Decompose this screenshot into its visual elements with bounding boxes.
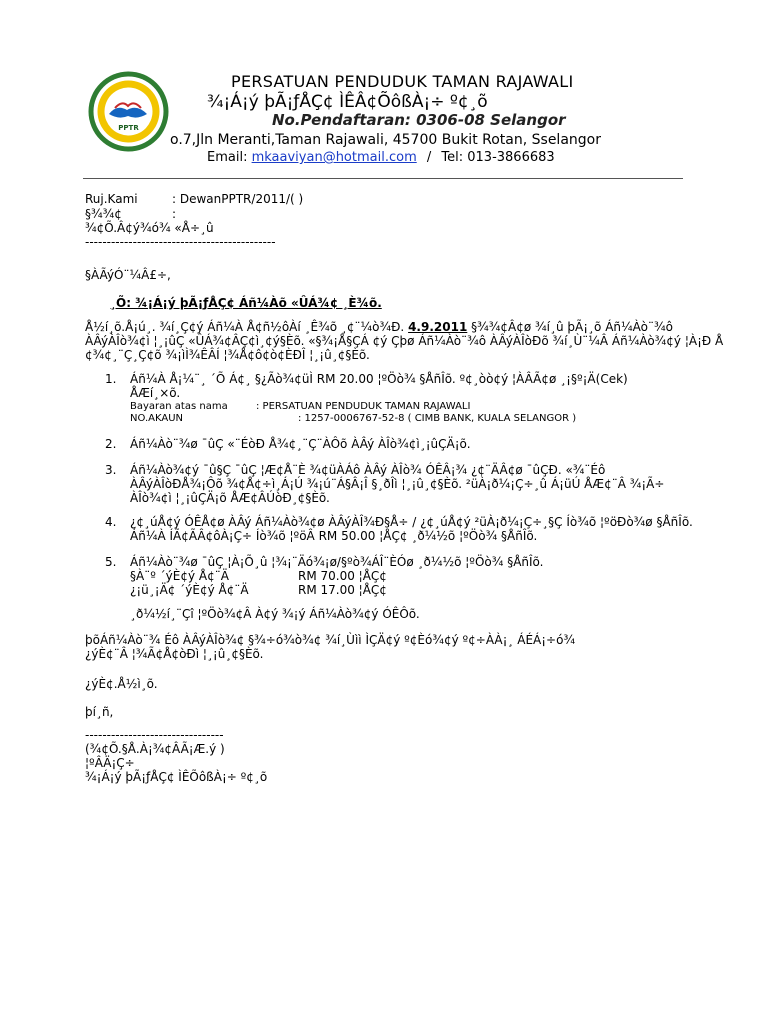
item-3-line3: ÀÎò¾¢ì ¦¸¡ûÇÄ¡õ ÅÆ¢ÂÚòÐ¸¢§Èõ. [130,491,330,505]
item-2-line1: Áñ¼Àò¨¾ø ¯ûÇ «¨ÉòÐ Å¾¢¸¨Ç¨ÀÔõ ÀÂý ÀÎò¾¢ì¸¡ûÇÄ¡õ. [130,437,471,451]
item-4-number: 4. [105,515,117,529]
para2-line2: ¿ýÈ¢¨Â ¦¾Ã¢Å¢òÐì ¦¸¡û¸¢§Èõ. [85,647,264,661]
email-label: Email: [207,150,248,165]
bank-name-label: Bayaran atas nama [130,401,228,412]
signatory-org: ¾¡Á¡ý þÃ¡ƒÅÇ¢ ÌÊÕôßÀ¡÷ º¢¸õ [85,770,268,784]
para1-line1 [85,320,673,334]
telephone: Tel: 013-3866683 [441,150,555,165]
item-1-line2: ÅÆí¸×õ. [130,386,181,400]
para1-line2: ÀÂýÀÎò¾¢ì ¦¸¡ûÇ «ÛÁ¾¢ÂÇ¢ì¸¢ý§Èõ. «§¾¡Å§ÇÁ ¢ý Çþø Áñ¼Àò¨¾ô ÀÂýÀÎòÐõ ¾í¸Ù¨¼Â Áñ¼Àò¾¢ý ¦À¡Ð Å [85,334,724,348]
bank-name-value: : PERSATUAN PENDUDUK TAMAN RAJAWALI [256,401,471,412]
fee-2-label: ¿¡ü¸¡Ä¢ ´ýÈ¢ý Å¢¨Ä [130,583,249,597]
item-3-line2: ÀÂýÀÎòÐÅ¾¡Ôõ ¾¢Å¢÷ì¸Á¡Ú ¾¡ú¨Á§Â¡Î §¸ðÎì ¦¸¡û¸¢§Èõ. ²üÀ¡ð¼¡Ç÷¸û Á¡üÚ ÅÆ¢¨Â ¾¡Ã÷ [130,477,665,491]
ref-line-2-value: : [172,207,177,221]
para1-date: 4.9.2011 [408,320,468,334]
ref-line-3: ¾¢Õ.Â¢ý¾ó¾ «Å÷¸û [85,221,214,235]
closing-thanks: ¿ýÈ¢.Å½ì¸õ. [85,677,158,691]
registration-number: No.Pendaftaran: 0306-08 Selangor [272,111,566,129]
address: o.7,Jln Meranti,Taman Rajawali, 45700 Bukit Rotan, Sselangor [170,132,601,148]
item-5-line1: Áñ¼Àò¨¾ø ¯ûÇ ¦À¡Õ¸û ¦¾¡¨Äó¾¡ø/§ºò¾ÁÎ¨ÈÓø ¸ð¼½õ ¦ºÖò¾ §ÅñÎõ. [130,555,544,569]
para1-line3: ¢¾¢¸¨Ç¸Ç¢õ ¾¡ìÌ¾ÊÂÍ ¦¾Å¢ô¢ò¢ÈÐÎ ¦¸¡û¸¢§Èõ. [85,348,370,362]
ref-line-2-label: §¾¾¢ [85,207,122,221]
email-link[interactable]: mkaaviyan@hotmail.com [251,150,417,165]
item-5-footer: ¸ð¼½í¸¨Çî ¦ºÖò¾¢Â À¢ý ¾¡ý Áñ¼Àò¾¢ý ÓÊÔõ. [130,607,420,621]
item-5-number: 5. [105,555,117,569]
item-2-number: 2. [105,437,117,451]
item-1-line1: Áñ¼À Å¡¼¨¸ ´Õ Á¢¸ §¿Ãò¾¢üÌ RM 20.00 ¦ºÖò¾ §ÅñÎõ. º¢¸òò¢ý ¦ÀÂÃ¢ø ¸¡§º¡Ä(Cek) [130,372,628,386]
header-divider [83,178,683,179]
item-1-number: 1. [105,372,117,386]
ruj-label: Ruj.Kami [85,192,138,206]
signature-line: -------------------------------- [85,728,224,742]
fee-1-label: §À¨º ´ýÈ¢ý Å¢¨Ä [130,569,229,583]
ruj-value: : DewanPPTR/2011/( ) [172,192,304,206]
fee-1-value: RM 70.00 ¦ÅÇ¢ [298,569,387,583]
contact-line [207,150,555,165]
organization-logo [87,70,170,153]
signatory-name: (¾¢Õ.§Å.À¡¾¢ÂÃ¡Æ.ý ) [85,742,225,756]
bank-account-label: NO.AKAUN [130,413,183,424]
para1-line1-b: §¾¾¢Â¢ø ¾í¸û þÃ¡¸õ Áñ¼Àò¨¾ô [471,320,673,334]
signatory-title: ¦ºÂÄ¡Ç÷ [85,756,135,770]
ref-dashes: -------------------------------------------- [85,235,276,249]
org-name-tamil: ¾¡Á¡ý þÃ¡ƒÅÇ¢ ÌÊÂ¢ÕôßÀ¡÷ º¢¸õ [207,92,488,112]
para2-line1: þõÁñ¼Àò¨¾ Éô ÀÂýÀÎò¾¢ §¾÷ó¾ò¾¢ ¾í¸Ùìì ÌÇÄ¢ý º¢Èó¾¢ý º¢÷ÀÀ¡¸ ÁÉÁ¡÷ó¾ [85,633,576,647]
org-name: PERSATUAN PENDUDUK TAMAN RAJAWALI [231,72,574,91]
item-4-line2: Áñ¼À ÍÃ¢ÃÂ¢ôÀ¡Ç÷ Íò¾õ ¦ºöÂ RM 50.00 ¦ÅÇ¢ ¸ð¼½õ ¦ºÖò¾ §ÅñÎõ. [130,529,538,543]
item-4-line1: ¿¢¸úÅ¢ý ÓÊÅ¢ø ÀÂý Áñ¼Àò¾¢ø ÀÂýÀÎ¾Ð§Å÷ / ¿¢¸úÅ¢ý ²üÀ¡ð¼¡Ç÷¸§Ç Íò¾õ ¦ºöÐò¾ø §ÅñÎõ. [130,515,693,529]
para1-line1-a: Å½í¸õ.Å¡ú¸. ¾í¸Ç¢ý Áñ¼À Å¢ñ½ôÀí ¸Ê¾õ ¸¢¨¼ò¾Ð. [85,320,405,334]
fee-2-value: RM 17.00 ¦ÅÇ¢ [298,583,387,597]
closing-signoff: þí¸ñ, [85,705,114,719]
item-3-line1: Áñ¼Àò¾¢ý ¯û§Ç ¯ûÇ ¦Æ¢Å¨È ¾¢üÀÁô ÀÂý ÀÎò¾ ÓÊÂ¡¾ ¿¢¨ÄÂ¢ø ¯ûÇÐ. «¾¨Éô [130,463,606,477]
item-3-number: 3. [105,463,117,477]
bank-account-value: : 1257-0006767-52-8 ( CIMB BANK, KUALA SELANGOR ) [298,413,577,424]
separator: / [426,150,432,165]
logo-text: PPTR [118,124,139,132]
subject-line: ¸Õ: ¾¡Á¡ý þÃ¡ƒÅÇ¢ Áñ¼Àõ «ÛÁ¾¢ ¸È¾õ. [110,296,382,310]
salutation: §ÀÃýÓ¨¼Â£÷, [85,268,171,282]
